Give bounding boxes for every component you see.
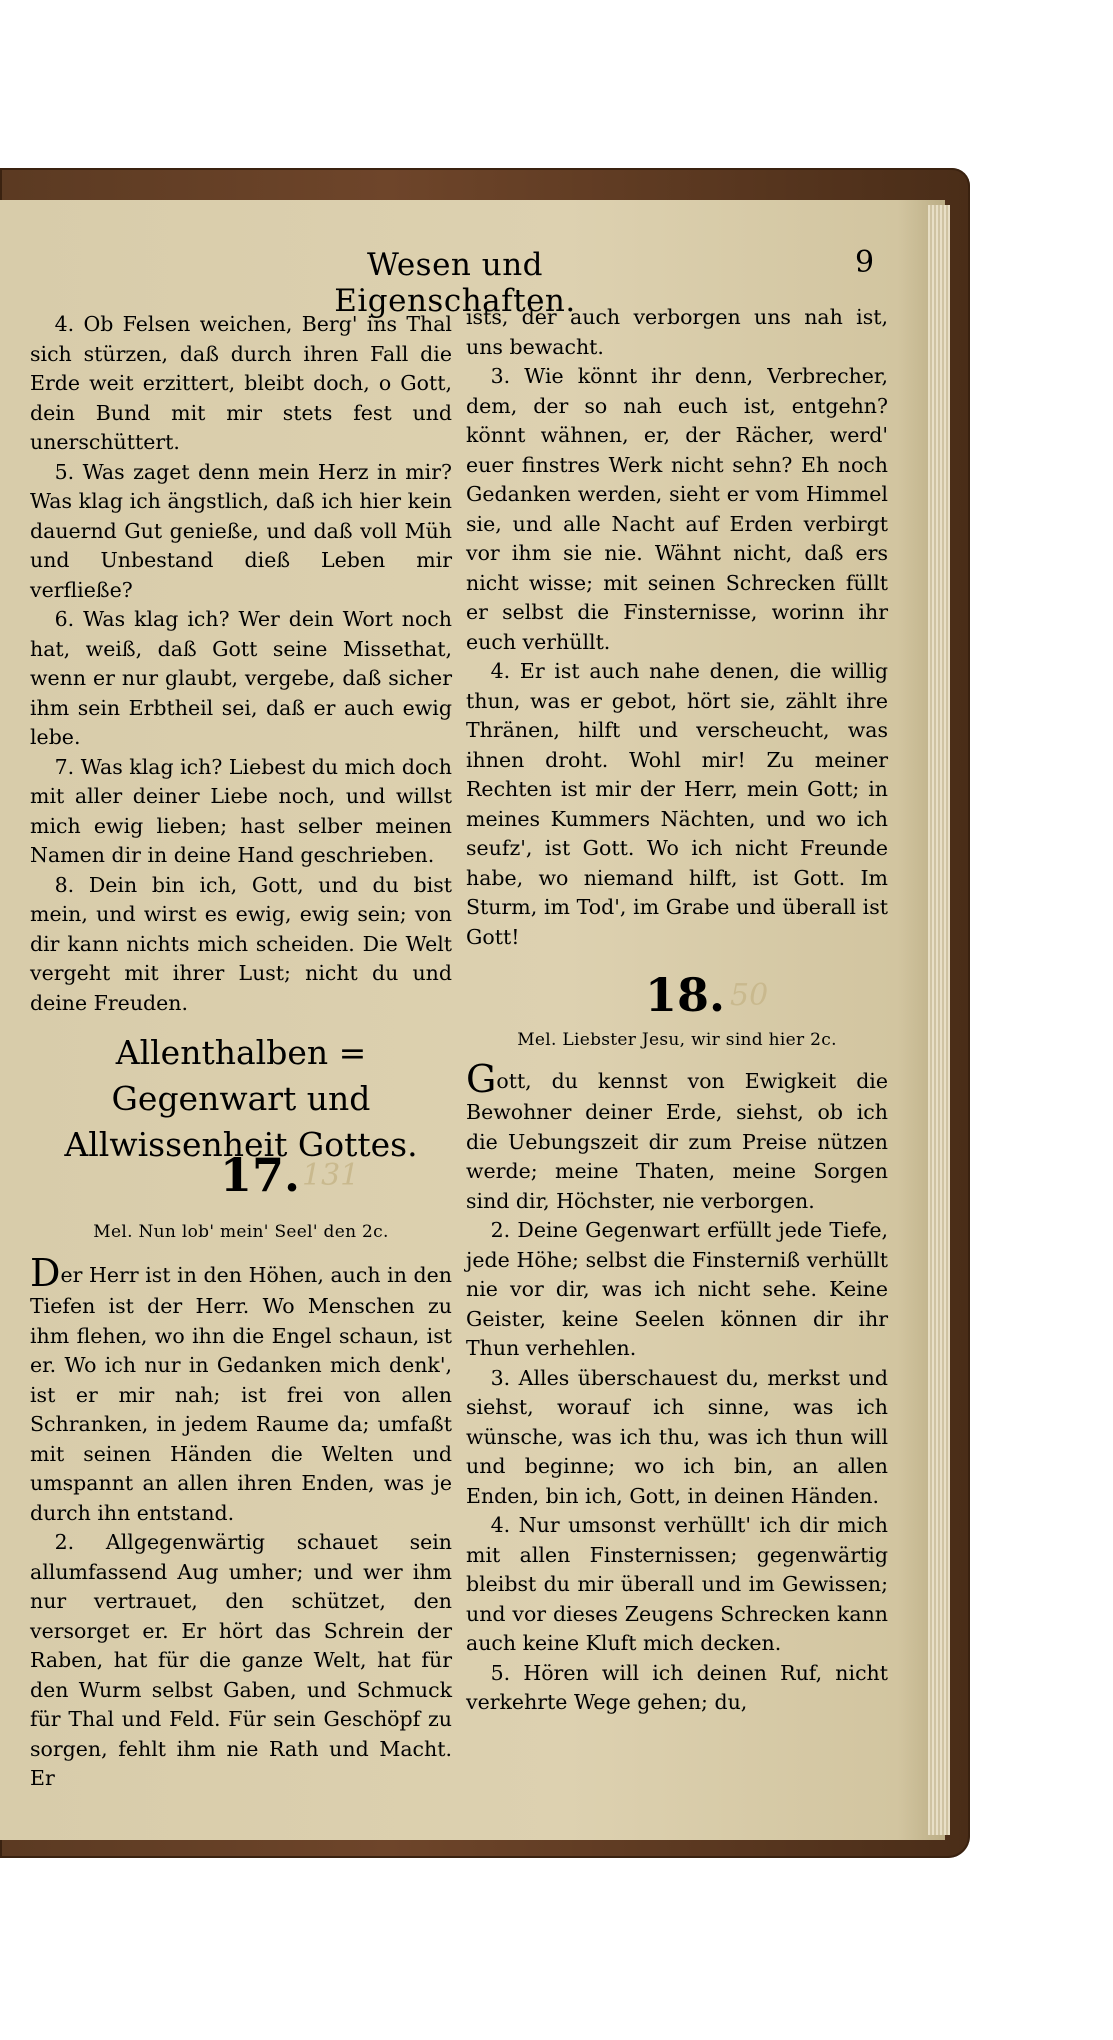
page-edges bbox=[928, 205, 950, 1835]
verse: 2. Deine Gegenwart erfüllt jede Tiefe, jede Höhe; selbst die Finsterniß verhüllt nie vor dir, was ich nicht sehe. Keine Geister, keine Seelen können dir ihr Thun verhehlen. bbox=[466, 1218, 888, 1360]
running-head: Wesen und Eigenschaften. bbox=[334, 247, 576, 319]
verse: Der Herr ist in den Höhen, auch in den Tiefen ist der Herr. Wo Menschen zu ihm flehen, wo ihn die Engel schaun, ist er. Wo ich nur in Gedanken mich denk', ist er mir nah; ist frei von allen Schranken, in jedem Raume da; umfaßt mit seinen Händen die Welten und umspannt an allen ihren Enden, was je durch ihn entstand. bbox=[30, 1251, 452, 1525]
verse: 2. Allgegenwärtig schauet sein allumfassend Aug umher; und wer ihm nur vertrauet, den schützet, den versorget er. Er hört das Schrein der Raben, hat für die ganze Welt, hat für den Wurm selbst Gaben, und Schmuck für Thal und Feld. Für sein Geschöpf zu sorgen, fehlt ihm nie Rath und Macht. Er bbox=[30, 1530, 452, 1790]
verse: 3. Alles überschauest du, merkst und siehst, worauf ich sinne, was ich wünsche, was ich thu, was ich thun will und beginne; wo ich bin, an allen Enden, bin ich, Gott, in deinen Händen. bbox=[466, 1365, 888, 1508]
verse: Gott, du kennst von Ewigkeit die Bewohner deiner Erde, siehst, ob ich die Uebungszeit dir zum Preise nützen werde; meine Thaten, meine Sorgen sind dir, Höchster, nie verborgen. bbox=[466, 1057, 888, 1213]
drop-cap: D bbox=[30, 1251, 61, 1295]
verse-continuation: ists, der auch verborgen uns nah ist, uns bewacht. bbox=[466, 305, 888, 359]
melody-line: Mel. Nun lob' mein' Seel' den 2c. bbox=[93, 1222, 389, 1242]
hymn-number-18: 18. bbox=[644, 968, 726, 1022]
hymn-18-text bbox=[466, 1057, 888, 1718]
verse: 4. Nur umsonst verhüllt' ich dir mich mit allen Finsternissen; gegenwärtig bleibst du mir überall und im Gewissen; und vor dieses Zeugens Schrecken kann auch keine Kluft mich decken. bbox=[466, 1513, 888, 1655]
verse: 4. Ob Felsen weichen, Berg' ins Thal sich stürzen, daß durch ihren Fall die Erde weit erzittert, bleibt doch, o Gott, dein Bund mit mir stets fest und unerschüttert. bbox=[30, 312, 452, 454]
verse: 7. Was klag ich? Liebest du mich doch mit aller deiner Liebe noch, und willst mich ewig lieben; hast selber meinen Namen dir in deine Hand geschrieben. bbox=[30, 754, 452, 867]
verse: 5. Was zaget denn mein Herz in mir? Was klag ich ängstlich, daß ich hier kein dauernd Gut genieße, und daß voll Müh und Unbestand dieß Leben mir verfließe? bbox=[30, 459, 452, 602]
hymn-17-text bbox=[30, 1251, 452, 1794]
verse: 4. Er ist auch nahe denen, die willig thun, was er gebot, hört sie, zählt ihre Thränen, hilft und verscheucht, was ihnen droht. Wohl mir! Zu meiner Rechten ist mir der Herr, mein Gott; in meines Kummers Nächten, und wo ich seufz', ist Gott. Wo ich nicht Freunde habe, wo niemand hilft, ist Gott. Im Sturm, im Tod', im Grabe und überall ist Gott! bbox=[466, 659, 888, 949]
verse: 3. Wie könnt ihr denn, Verbrecher, dem, der so nah euch ist, entgehn? könnt wähnen, er, der Rächer, werd' euer finstres Werk nicht sehn? Eh noch Gedanken werden, sieht er vom Himmel sie, und alle Nacht auf Erden verbirgt vor ihm sie nie. Wähnt nicht, daß ers nicht wisse; mit seinen Schrecken füllt er selbst die Finsternisse, worinn ihr euch verhüllt. bbox=[466, 364, 888, 654]
page-number: 9 bbox=[855, 245, 875, 280]
right-column bbox=[466, 303, 888, 952]
section-title: Allenthalben = Gegenwart und Allwissenheit Gottes. bbox=[64, 1033, 418, 1164]
handwritten-note: 131 bbox=[302, 1158, 360, 1193]
melody-line: Mel. Liebster Jesu, wir sind hier 2c. bbox=[517, 1030, 837, 1050]
hymn-number-17: 17. bbox=[219, 1148, 301, 1202]
drop-cap: G bbox=[466, 1057, 497, 1101]
verse: 8. Dein bin ich, Gott, und du bist mein, und wirst es ewig, ewig sein; von dir kann nichts mich scheiden. Die Welt vergeht mit ihrer Lust; nicht du und deine Freuden. bbox=[30, 872, 452, 1015]
handwritten-note: 50 bbox=[730, 978, 769, 1013]
verse: 5. Hören will ich deinen Ruf, nicht verkehrte Wege gehen; du, bbox=[466, 1660, 888, 1714]
left-column bbox=[30, 310, 452, 1018]
verse: 6. Was klag ich? Wer dein Wort noch hat, weiß, daß Gott seine Missethat, wenn er nur glaubt, vergebe, daß sicher ihm sein Erbtheil sei, daß er auch ewig lebe. bbox=[30, 607, 452, 749]
